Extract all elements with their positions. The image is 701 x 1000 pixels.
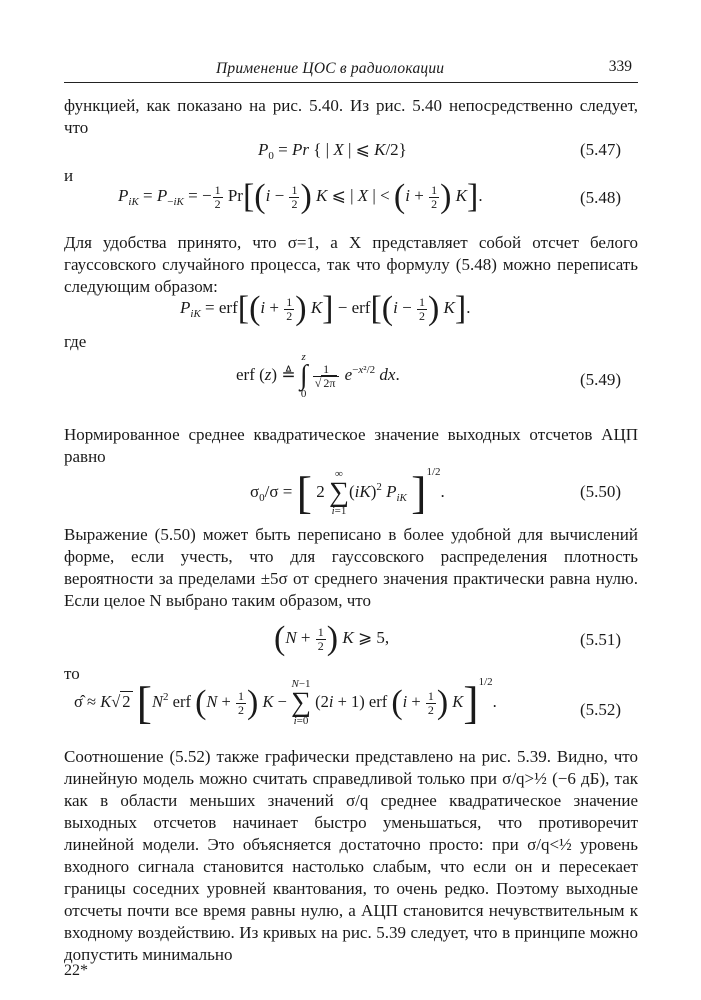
equation-5-47: $P_0 = Pr$ { | X | ⩽ K/2} — [258, 140, 407, 162]
running-title: Применение ЦОС в радиолокации — [216, 60, 445, 77]
paragraph-relation-5-52: Соотношение (5.52) также графически представлено на рис. 5.39. Видно, что линейную модель можно считать справедливой только при σ/q>½ (−6 дБ), так как в области меньших значений σ/q среднее квадратическое значение выходных отсчетов начинает быстро уменьшаться, что противоречит линейной модели. Это объясняется достаточно просто: при σ/q<½ уровень входного сигнала становится настолько слабым, что если он и пересекает границы соседних уровней квантования, то очень редко. Поэтому выходные отсчеты почти все время равны нулю, а АЦП становится нечувствительным к входному воздействию. Из кривых на рис. 5.39 следует, что в принципе можно допустить минимально — [64, 747, 638, 964]
equation-5-51-number: (5.51) — [580, 630, 622, 649]
equation-5-52: σ̂ ≈ K√ 2 [$N^2$ erf (N + $\frac{1}{2}$ ) K − N−1 ∑ i=0 (2i + 1) erf (i + $\frac{1}{2}$ ) K]$^{1/2}$. — [74, 676, 497, 729]
paragraph-intro: функцией, как показано на рис. 5.40. Из рис. 5.40 непосредственно следует, что — [64, 96, 638, 137]
equation-5-52-number: (5.52) — [580, 700, 622, 719]
equation-5-51: (N + $\frac{1}{2}$ ) K ⩾ 5, — [274, 620, 390, 657]
word-and: и — [64, 166, 74, 185]
paragraph-normalized: Нормированное среднее квадратическое значение выходных отсчетов АЦП равно — [64, 425, 638, 466]
equation-5-49: erf (z) ≜ z ∫ 0 $\frac{1}{√ 2\pi}$ $e^{-x^2/2}$ dx. — [236, 351, 400, 400]
running-head — [64, 56, 638, 83]
equation-5-50: $\sigma_0/\sigma$ = [ 2 ∞ ∑ i=1 (iK)$^2$ $P_{iK}$ ]$^{1/2}$. — [250, 466, 445, 519]
equation-5-48-number: (5.48) — [580, 188, 622, 207]
paragraph-gaussian: Для удобства принято, что σ=1, а X представляет собой отсчет белого гауссовского случайного процесса, так что формулу (5.48) можно переписать следующим образом: — [64, 233, 638, 296]
paragraph-convenient-form: Выражение (5.50) может быть переписано в более удобной для вычислений форме, если учесть, что для гауссовского распределения плотность вероятности за пределами ±5σ от среднего значения практически равна нулю. Если целое N выбрано таким образом, что — [64, 525, 638, 610]
word-then: то — [64, 664, 80, 683]
equation-5-49-number: (5.49) — [580, 370, 622, 389]
word-where: где — [64, 332, 87, 351]
equation-p-ik-erf: $P_{iK} = erf[(i$ + $\frac{1}{2}$ ) K] − erf[(i − $\frac{1}{2}$ ) K]. — [180, 290, 471, 327]
page-number: 339 — [608, 58, 632, 75]
equation-5-47-number: (5.47) — [580, 140, 622, 159]
equation-5-50-number: (5.50) — [580, 482, 622, 501]
equation-5-48: $P_{iK} = P_{-iK}$ = − $\frac{1}{2}$ Pr[(i − $\frac{1}{2}$ ) K ⩽ | X | < (i + $\frac{1}{2}$ ) K]. — [118, 178, 483, 215]
signature-mark: 22* — [64, 962, 88, 979]
